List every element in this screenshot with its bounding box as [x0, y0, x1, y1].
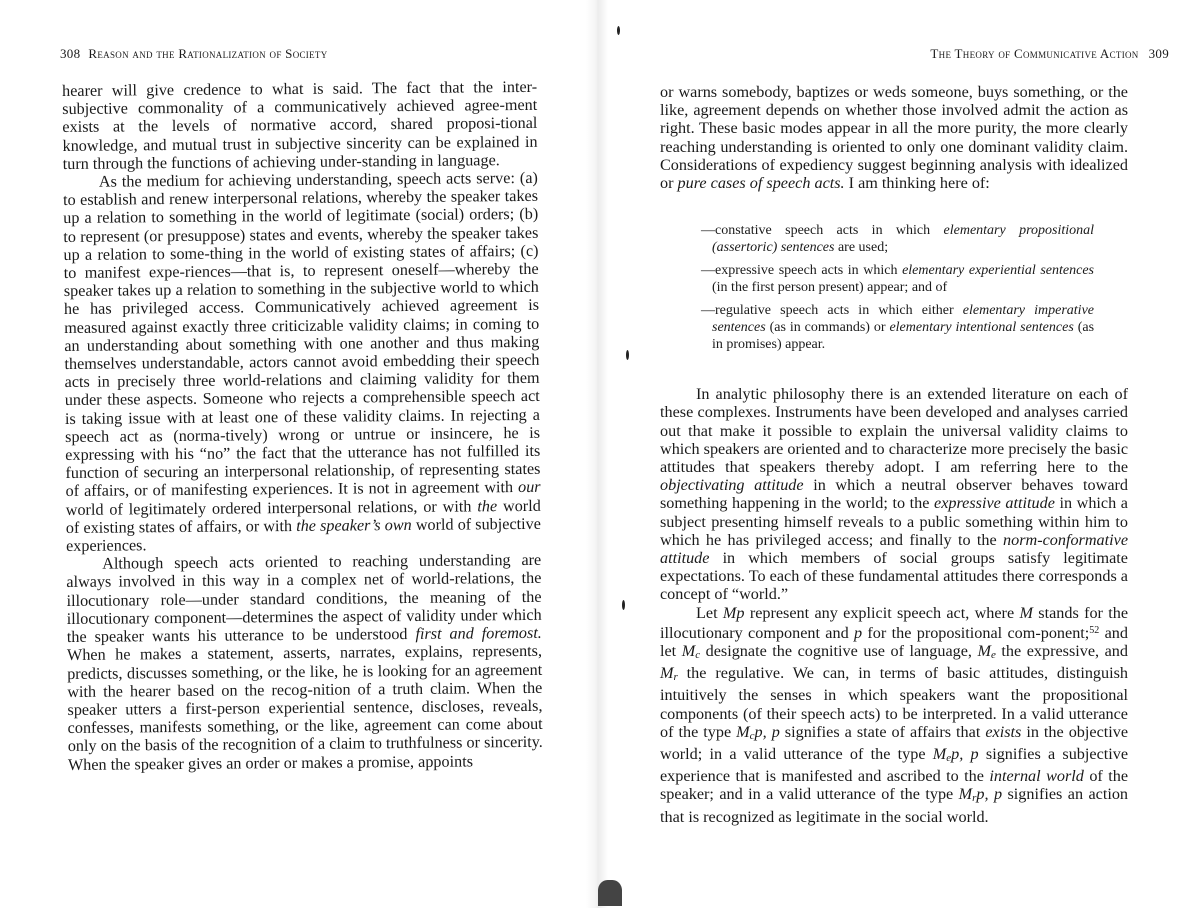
text-run: or warns somebody, baptizes or weds someone, buys something, or the like, agreement depends on whether those involved admit the action as right. These basic modes appear in all the more purity, the more clearly reaching understanding is oriented to only one dominant validity claim. Considerations of expediency suggest beginning analysis with idealized or: [660, 83, 1128, 193]
math-symbol: [682, 642, 700, 660]
right-running-title: The Theory of Communicative Action: [930, 46, 1139, 61]
left-page-number: 308: [60, 46, 81, 61]
left-paragraph-3: [66, 551, 543, 774]
emphasis: internal world: [989, 767, 1084, 786]
math-symbol: p: [993, 785, 1003, 804]
emphasis: objectivating attitude: [660, 476, 804, 495]
math-subscript: e: [946, 752, 952, 765]
text-run: In analytic philosophy there is an extended literature on each of these complexes. Instruments have been developed and analyses carried out that make it possible to explain the universal validity claims to which speakers are oriented and to characterize more precisely the basic attitudes that speakers thereby adopt. I am referring here to the: [660, 385, 1128, 477]
right-running-head: [827, 46, 1169, 62]
text-run: in the objective world; in a valid utterance of the type: [660, 722, 1129, 764]
math-symbol: [933, 745, 964, 763]
text-run: world of subjective experiences.: [65, 514, 541, 556]
list-item-expressive: [698, 262, 1094, 296]
text-run: world of legitimately ordered interpersonal relations, or with: [65, 497, 472, 519]
emphasis: pure cases of speech acts.: [677, 174, 845, 193]
text-run: stands for the illocutionary component and: [660, 603, 1129, 642]
scan-speck: [617, 26, 620, 35]
emphasis: norm-conformative attitude: [660, 530, 1129, 568]
emphasis: the: [477, 496, 498, 516]
math-symbol: [959, 785, 989, 803]
text-run: signifies an action that is recognized as legitimate in the social world.: [660, 785, 1129, 826]
text-run: the expressive, and: [1001, 642, 1128, 661]
math-arg: p,: [754, 722, 767, 741]
text-run: are used;: [837, 240, 889, 256]
math-symbol: [978, 642, 996, 660]
scan-speck: [626, 350, 629, 360]
math-symbol: p: [854, 623, 863, 642]
math-arg: p,: [951, 745, 964, 764]
math-base: M: [977, 642, 991, 661]
footnote-ref: 52: [1089, 624, 1100, 636]
math-subscript: r: [972, 792, 977, 805]
math-base: M: [958, 785, 973, 804]
math-symbol: M: [1019, 603, 1033, 622]
text-run: in which a subject presenting himself reveals to a public something within him to which he has privileged access; and finally to the: [660, 494, 1128, 549]
math-subscript: e: [990, 649, 996, 662]
text-run: —regulative speech acts in which either: [701, 303, 954, 319]
left-paragraph-2: [63, 169, 541, 555]
right-paragraph-1: [660, 83, 1128, 192]
left-paragraph-1: hearer will give credence to what is said. The fact that the inter-subjective commonality of a communicatively achieved agree-ment exists at the levels of normative accord, shared proposi-tional knowledge, and mutual trust in subjective sincerity can be explained in turn through the functions of achieving under-standing in language.: [62, 77, 538, 173]
scan-speck: [598, 880, 622, 906]
emphasis: elementary imperative sentences: [712, 303, 1095, 336]
text-run: of the speaker; and in a valid utterance of the type: [660, 767, 1129, 804]
list-item-regulative: [698, 302, 1094, 353]
math-subscript: r: [673, 671, 678, 684]
emphasis: elementary propositional (assertoric) sentences: [712, 223, 1095, 256]
emphasis: elementary experiential sentences: [902, 263, 1094, 279]
text-run: designate the cognitive use of language,: [705, 642, 972, 661]
right-page-number: 309: [1148, 46, 1169, 61]
text-run: Let: [696, 603, 718, 622]
right-text-column: [660, 83, 1128, 826]
math-base: M: [660, 664, 674, 683]
text-run: world of existing states of affairs, or with: [65, 496, 541, 537]
math-symbol: [736, 723, 767, 741]
math-subscript: c: [749, 729, 755, 742]
text-run: signifies a state of affairs that: [784, 722, 981, 741]
math-subscript: c: [695, 649, 701, 662]
text-run: for the propositional com-ponent;: [867, 623, 1090, 642]
text-run: I am thinking here of:: [848, 174, 990, 193]
math-arg: p,: [976, 785, 989, 804]
math-symbol: p: [970, 745, 979, 764]
text-run: the regulative. We can, in terms of basic attitudes, distinguish intuitively the senses in which speakers want the propositional components (of their speech acts) to be interpreted. In a valid utterance of the type: [660, 664, 1128, 741]
left-running-title: Reason and the Rationalization of Society: [88, 46, 328, 61]
math-base: M: [932, 745, 947, 764]
text-run: When he makes a statement, asserts, narrates, explains, represents, predicts, discusses something, or the like, he is looking for an agreement with the hearer based on the recog-nition of a truth claim. When the speaker utters a first-person experiential sentence, discloses, reveals, confesses, manifests something, or the like, agreement can come about only on the basis of the recognition of a claim to truthfulness or sincerity. When the speaker gives an order or makes a promise, appoints: [66, 642, 543, 774]
math-symbol: p: [771, 722, 780, 741]
left-page: [0, 0, 596, 908]
text-run: (in the first person present) appear; and of: [712, 280, 948, 296]
text-run: (as in commands) or: [769, 320, 886, 336]
speech-act-list: [660, 222, 1128, 353]
right-paragraph-2: [660, 385, 1128, 603]
math-symbol: Mp: [722, 603, 745, 622]
list-item-constative: [698, 222, 1094, 256]
math-base: M: [736, 722, 750, 741]
text-run: in which a neutral observer behaves toward something happening in the world; to the: [660, 476, 1129, 513]
text-run: As the medium for achieving understanding, speech acts serve: (a) to establish and renew interpersonal relations, whereby the speaker takes up a relation to something in the world of legitimate (social) orders; (b) to represent (or presuppose) states and events, whereby the speaker takes up a relation to some-thing in the world of existing states of affairs; (c) to manifest expe-riences—that is, to represent oneself—whereby the speaker takes up a relation to something in the subjective world to which he has privileged access. Communicatively achieved agreement is measured against exactly three criticizable validity claims; in coming to an understanding about something with one another and thus making themselves understandable, actors cannot avoid embedding their speech acts in precisely three world-relations and claiming validity for them under these aspects. Someone who rejects a comprehensible speech act is taking issue with at least one of these validity claims. In rejecting a speech act as (norma-tively) wrong or untrue or insincere, he is expressing with his “no” the fact that the utterance has not fulfilled its function of securing an interpersonal relationship, of representing states of affairs, or of manifesting experiences. It is not in agreement with: [62, 168, 541, 501]
math-base: M: [681, 642, 696, 661]
right-page: [597, 0, 1193, 908]
scan-speck: [622, 600, 625, 610]
text-run: represent any explicit speech act, where: [749, 603, 1015, 622]
emphasis: first and foremost.: [415, 623, 542, 644]
left-text-column: [62, 78, 543, 774]
right-paragraph-3: [660, 604, 1128, 826]
text-run: Although speech acts oriented to reaching understanding are always involved in this way in a complex net of world-relations, the illocutionary role—under standard conditions, the meaning of the illocutionary component—determines the aspect of validity under which the speaker wants his utterance to be understood: [66, 551, 542, 647]
emphasis: elementary intentional sentences: [889, 320, 1074, 336]
text-run: in which members of social groups satisfy legitimate expectations. To each of these fundamental attitudes there corresponds a concept of “world.”: [660, 549, 1128, 604]
math-symbol: [660, 664, 678, 682]
text-run: (as in promises) appear.: [712, 320, 1095, 353]
text-run: —constative speech acts in which: [701, 223, 931, 239]
emphasis: the speaker’s own: [296, 515, 412, 535]
text-run: —expressive speech acts in which: [701, 263, 898, 279]
text-run: and let: [660, 623, 1128, 661]
left-running-head: [60, 46, 540, 62]
emphasis: expressive attitude: [934, 494, 1055, 513]
emphasis: our: [517, 478, 541, 497]
emphasis: exists: [985, 722, 1022, 741]
text-run: signifies a subjective experience that is manifested and ascribed to the: [660, 745, 1129, 786]
